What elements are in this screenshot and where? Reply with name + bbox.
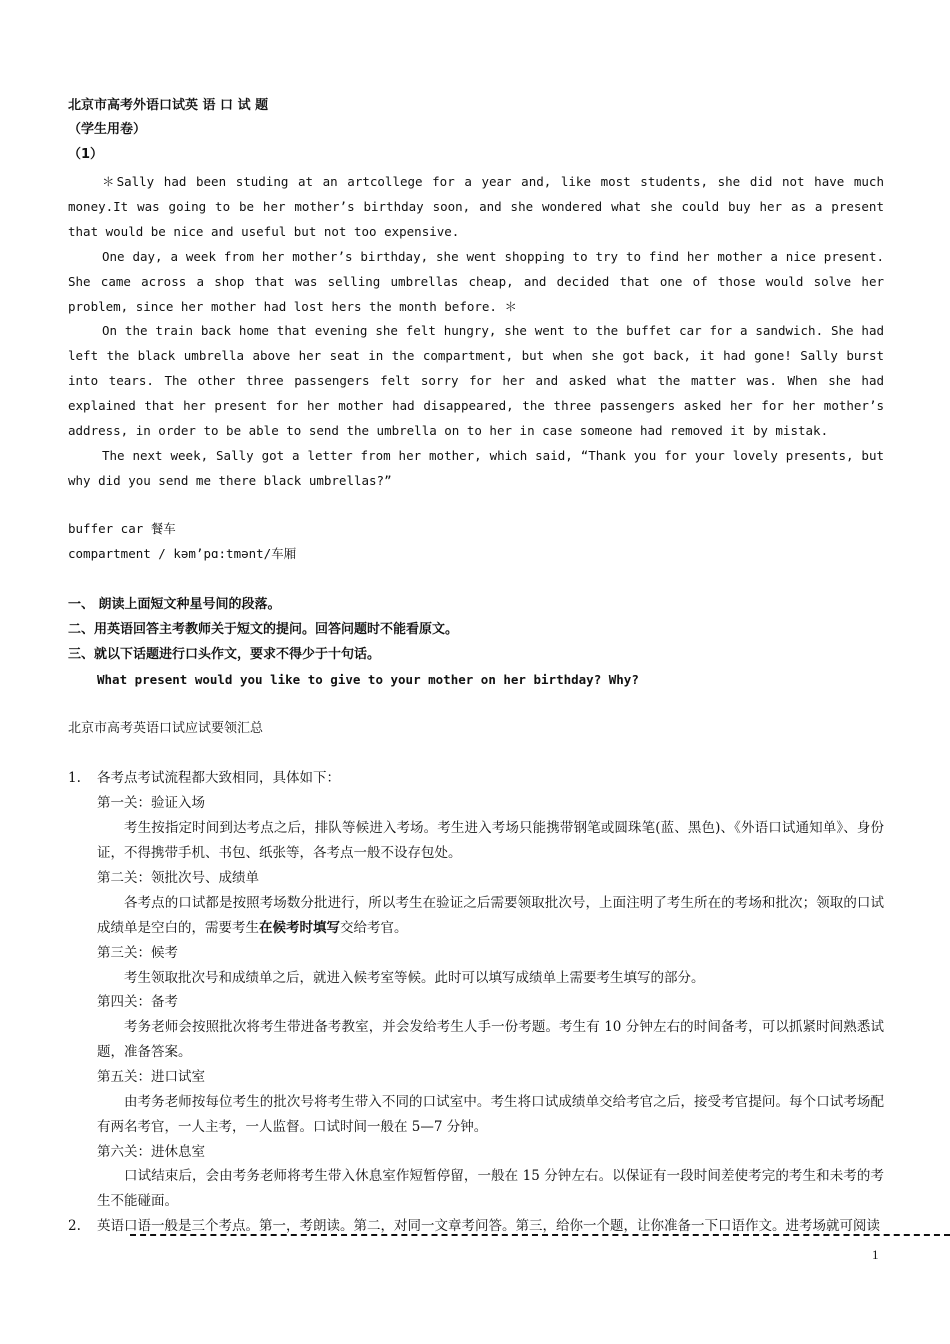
page-footer-divider <box>130 1234 950 1236</box>
guide-item-2: 英语口语一般是三个考点。第一，考朗读。第二，对同一文章考问答。第三，给你一个题，让你准备一下口语作文。进考场就可阅读 <box>97 1218 880 1234</box>
guide-item-1: 各考点考试流程都大致相同，具体如下： <box>97 770 340 786</box>
task-3: 三、就以下话题进行口头作文，要求不得少于十句话。 <box>68 647 381 662</box>
step-2-body: 各考点的口试都是按照考场数分批进行，所以考生在验证之后需要领取批次号，上面注明了考生所在的考场和批次；领取的口试成绩单是空白的，需要考生在候考时填写交给考官。 <box>97 895 884 936</box>
document-subtitle: （学生用卷） <box>68 122 147 137</box>
passage-paragraph-2: One day, a week from her mother’s birthday, she went shopping to try to find her mother a nice present. She came across a shop that was selling umbrellas cheap, and decided that one of those would solve her problem, since her mother had lost hers the month before. ＊ <box>68 249 884 314</box>
step-5-body: 由考务老师按每位考生的批次号将考生带入不同的口试室中。考生将口试成绩单交给考官之后，接受考官提问。每个口试考场配有两名考官，一人主考，一人监督。口试时间一般在 5—7 分钟。 <box>97 1094 884 1135</box>
step-1-heading: 第一关：验证入场 <box>97 795 205 811</box>
step-4-body: 考务老师会按照批次将考生带进备考教室，并会发给考生人手一份考题。考生有 10 分钟左右的时间备考，可以抓紧时间熟悉试题，准备答案。 <box>97 1019 884 1060</box>
section-number: （1） <box>68 147 104 162</box>
step-4-heading: 第四关：备考 <box>97 994 178 1010</box>
glossary-item: compartment / kəm’pɑ:tmənt/车厢 <box>68 546 297 561</box>
document-title: 北京市高考外语口试英 语 口 试 题 <box>68 98 269 113</box>
passage-paragraph-1: ＊Sally had been studing at an artcollege for a year and, like most students, she did not have much money.It was going to be her mother’s birthday soon, and she wondered what she could buy her as a present that would be nice and useful but not too expensive. <box>68 174 884 239</box>
step-3-heading: 第三关：候考 <box>97 945 178 961</box>
step-2-heading: 第二关：领批次号、成绩单 <box>97 870 259 886</box>
step-5-heading: 第五关：进口试室 <box>97 1069 205 1085</box>
list-number: 1. <box>68 770 81 786</box>
passage-paragraph-3: On the train back home that evening she felt hungry, she went to the buffet car for a sandwich. She had left the black umbrella above her seat in the compartment, but when she got back, it had gone! Sally burst into tears. The other three passengers felt sorry for her and asked what the matter was. When she had explained that her present for her mother had disappeared, the three passengers asked her for her mother’s address, in order to be able to send the umbrella on to her in case someone had removed it by mistak. <box>68 323 884 438</box>
emphasis-text: 在候考时填写 <box>259 920 340 936</box>
step-1-body: 考生按指定时间到达考点之后，排队等候进入考场。考生进入考场只能携带钢笔或圆珠笔(蓝、黑色)、《外语口试通知单》、身份证，不得携带手机、书包、纸张等，各考点一般不设存包处。 <box>97 820 884 861</box>
list-number: 2. <box>68 1218 81 1234</box>
guide-title: 北京市高考英语口试应试要领汇总 <box>68 721 264 736</box>
glossary-item: buffer car 餐车 <box>68 521 176 536</box>
step-6-heading: 第六关：进休息室 <box>97 1144 205 1160</box>
step-3-body: 考生领取批次号和成绩单之后，就进入候考室等候。此时可以填写成绩单上需要考生填写的部分。 <box>124 970 705 986</box>
passage-paragraph-4: The next week, Sally got a letter from her mother, which said, “Thank you for your lovely presents, but why did you send me there black umbrellas?” <box>68 448 884 488</box>
task-1: 一、 朗读上面短文种星号间的段落。 <box>68 597 281 612</box>
task-2: 二、用英语回答主考教师关于短文的提问。回答问题时不能看原文。 <box>68 622 459 637</box>
page-number: 1 <box>872 1247 879 1262</box>
step-6-body: 口试结束后，会由考务老师将考生带入休息室作短暂停留，一般在 15 分钟左右。以保证有一段时间差使考完的考生和未考的考生不能碰面。 <box>97 1168 884 1209</box>
task-3-topic: What present would you like to give to your mother on her birthday? Why? <box>97 672 639 687</box>
